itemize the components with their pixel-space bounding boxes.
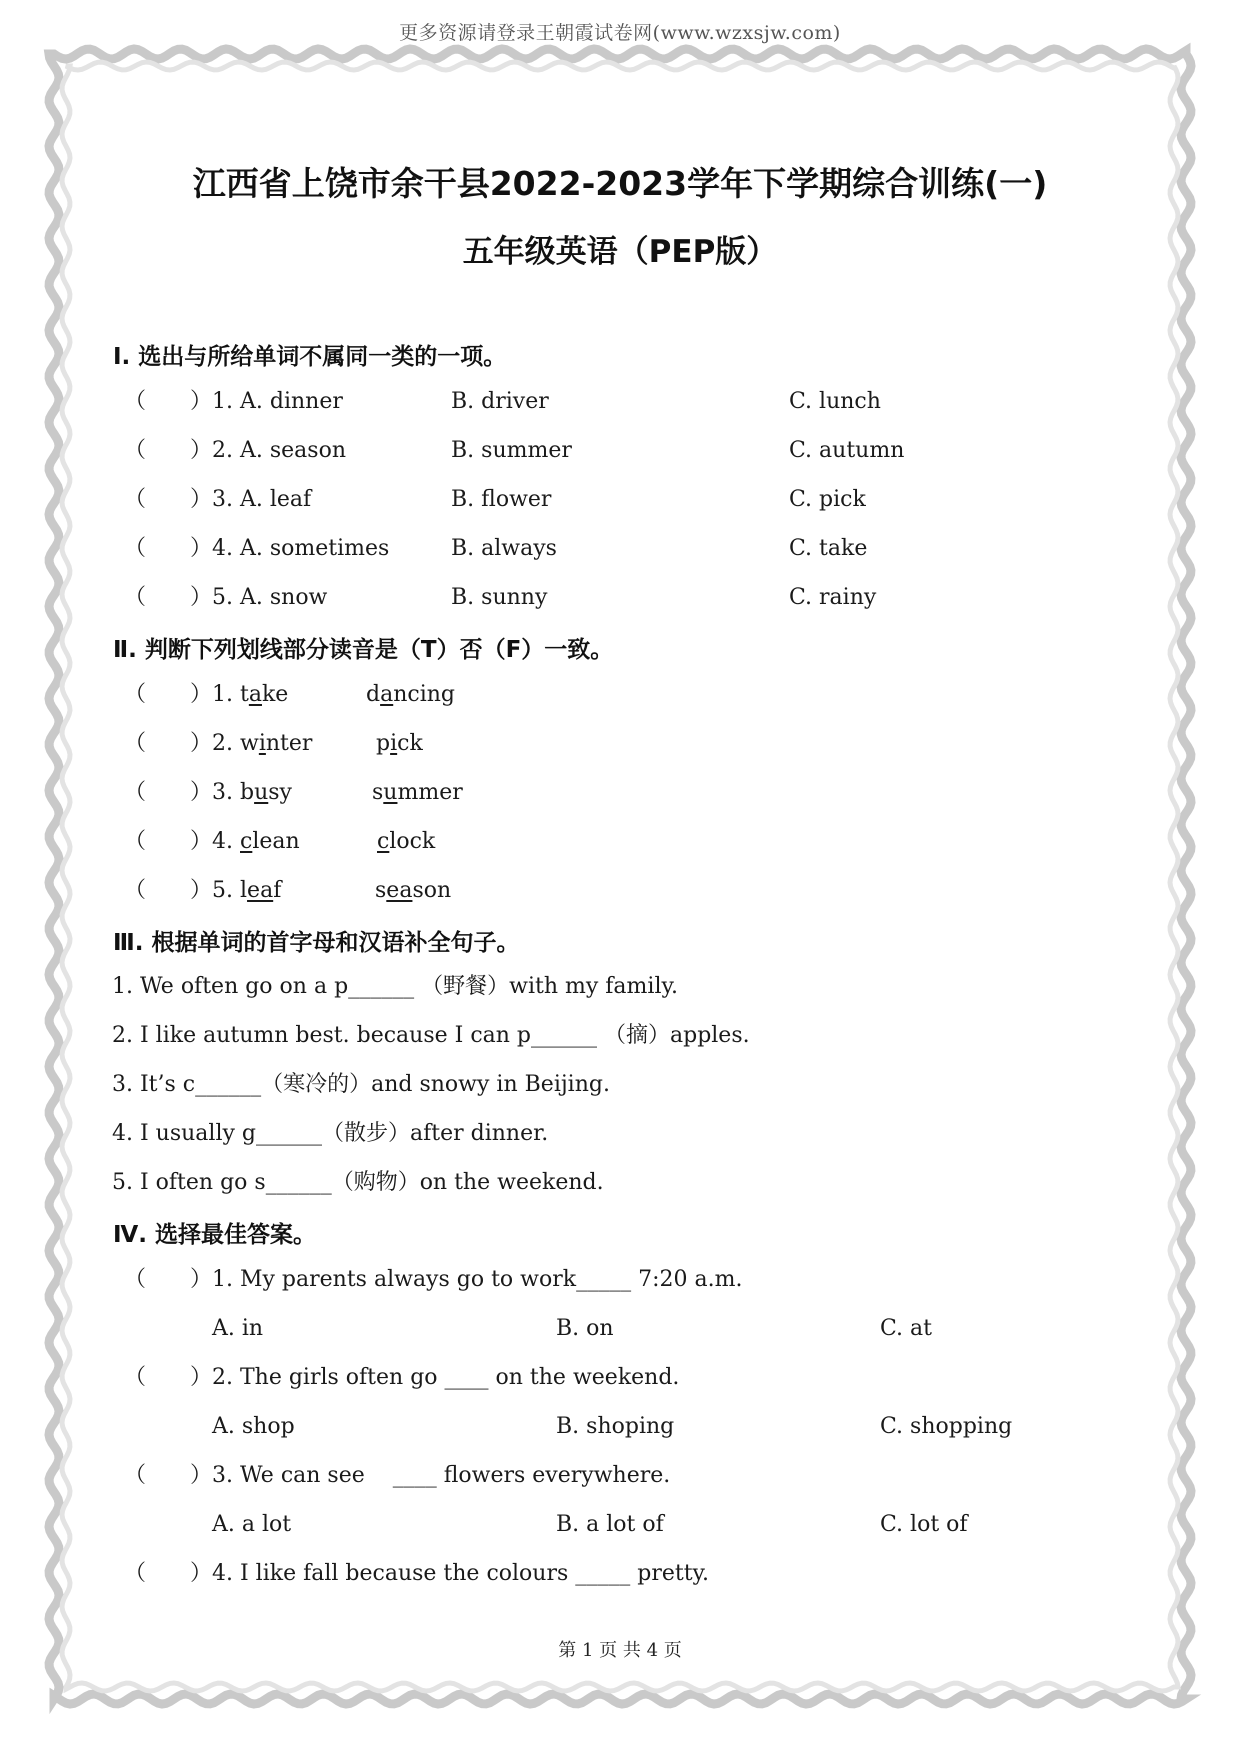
answer-blank-open[interactable]: （ — [124, 536, 147, 561]
s3-sentence-2: 2. I like autumn best. because I can p______ （摘）apples. — [112, 1023, 750, 1048]
s3-sentence-1: 1. We often go on a p______ （野餐）with my family. — [112, 974, 678, 999]
s4-q3-option-a: A. a lot — [212, 1512, 292, 1537]
answer-blank-close: ） — [190, 438, 213, 463]
s4-q1-option-a: A. in — [212, 1316, 264, 1341]
answer-blank-open[interactable]: （ — [124, 1267, 147, 1292]
answer-blank-close: ） — [190, 731, 213, 756]
answer-blank-open[interactable]: （ — [124, 585, 147, 610]
answer-blank-close: ） — [190, 1365, 213, 1390]
answer-blank-open[interactable]: （ — [124, 1463, 147, 1488]
s1-q2-option-b: B. summer — [451, 438, 572, 463]
s4-q3-option-c: C. lot of — [880, 1512, 968, 1537]
section-3-heading: Ⅲ. 根据单词的首字母和汉语补全句子。 — [113, 930, 520, 956]
page-subtitle: 五年级英语（PEP版） — [462, 234, 778, 270]
s1-q5-option-a: 5. A. snow — [212, 585, 328, 610]
s1-q3-option-a: 3. A. leaf — [212, 487, 312, 512]
s1-q2-option-c: C. autumn — [789, 438, 905, 463]
s3-sentence-5: 5. I often go s______（购物）on the weekend. — [112, 1170, 604, 1195]
s1-q2-option-a: 2. A. season — [212, 438, 346, 463]
answer-blank-open[interactable]: （ — [124, 682, 147, 707]
answer-blank-open[interactable]: （ — [124, 389, 147, 414]
s1-q3-option-b: B. flower — [451, 487, 552, 512]
s2-q2-word-1: 2. winter — [212, 731, 313, 756]
answer-blank-open[interactable]: （ — [124, 731, 147, 756]
page-footer: 第 1 页 共 4 页 — [558, 1640, 682, 1661]
section-2-heading: Ⅱ. 判断下列划线部分读音是（T）否（F）一致。 — [113, 637, 614, 663]
answer-blank-open[interactable]: （ — [124, 829, 147, 854]
answer-blank-open[interactable]: （ — [124, 1561, 147, 1586]
s4-q3-stem: 3. We can see ____ flowers everywhere. — [212, 1463, 671, 1488]
answer-blank-close: ） — [190, 1267, 213, 1292]
answer-blank-close: ） — [190, 585, 213, 610]
answer-blank-close: ） — [190, 829, 213, 854]
s1-q1-option-b: B. driver — [451, 389, 549, 414]
s2-q1-word-1: 1. take — [212, 682, 289, 707]
source-banner: 更多资源请登录王朝霞试卷网(www.wzxsjw.com) — [399, 22, 841, 44]
answer-blank-close: ） — [190, 682, 213, 707]
section-1-heading: Ⅰ. 选出与所给单词不属同一类的一项。 — [113, 344, 507, 370]
answer-blank-open[interactable]: （ — [124, 1365, 147, 1390]
s4-q2-option-a: A. shop — [212, 1414, 295, 1439]
s2-q1-word-2: dancing — [366, 682, 455, 707]
s3-sentence-3: 3. It’s c______（寒冷的）and snowy in Beijing. — [112, 1072, 610, 1097]
s2-q4-word-2: clock — [377, 829, 436, 854]
s3-sentence-4: 4. I usually g______（散步）after dinner. — [112, 1121, 549, 1146]
answer-blank-close: ） — [190, 1463, 213, 1488]
s1-q4-option-a: 4. A. sometimes — [212, 536, 390, 561]
answer-blank-close: ） — [190, 780, 213, 805]
s2-q2-word-2: pick — [376, 731, 423, 756]
s1-q1-option-a: 1. A. dinner — [212, 389, 343, 414]
answer-blank-open[interactable]: （ — [124, 487, 147, 512]
s1-q4-option-b: B. always — [451, 536, 557, 561]
answer-blank-close: ） — [190, 878, 213, 903]
answer-blank-open[interactable]: （ — [124, 438, 147, 463]
s2-q3-word-1: 3. busy — [212, 780, 292, 805]
answer-blank-close: ） — [190, 487, 213, 512]
s2-q5-word-1: 5. leaf — [212, 878, 282, 903]
page-title: 江西省上饶市余干县2022-2023学年下学期综合训练(一) — [192, 164, 1048, 203]
answer-blank-close: ） — [190, 389, 213, 414]
section-4-heading: Ⅳ. 选择最佳答案。 — [113, 1222, 317, 1248]
s1-q4-option-c: C. take — [789, 536, 868, 561]
s4-q1-option-b: B. on — [556, 1316, 614, 1341]
answer-blank-open[interactable]: （ — [124, 780, 147, 805]
s4-q2-option-b: B. shoping — [556, 1414, 675, 1439]
s1-q5-option-c: C. rainy — [789, 585, 877, 610]
s2-q3-word-2: summer — [372, 780, 463, 805]
s4-q2-option-c: C. shopping — [880, 1414, 1013, 1439]
answer-blank-close: ） — [190, 1561, 213, 1586]
s4-q1-stem: 1. My parents always go to work_____ 7:20 a.m. — [212, 1267, 743, 1292]
s4-q2-stem: 2. The girls often go ____ on the weekend. — [212, 1365, 680, 1390]
s4-q4-stem: 4. I like fall because the colours _____ pretty. — [212, 1561, 710, 1586]
answer-blank-close: ） — [190, 536, 213, 561]
answer-blank-open[interactable]: （ — [124, 878, 147, 903]
s1-q5-option-b: B. sunny — [451, 585, 548, 610]
s1-q1-option-c: C. lunch — [789, 389, 881, 414]
s1-q3-option-c: C. pick — [789, 487, 866, 512]
s4-q3-option-b: B. a lot of — [556, 1512, 664, 1537]
s2-q4-word-1: 4. clean — [212, 829, 300, 854]
s4-q1-option-c: C. at — [880, 1316, 932, 1341]
s2-q5-word-2: season — [375, 878, 452, 903]
